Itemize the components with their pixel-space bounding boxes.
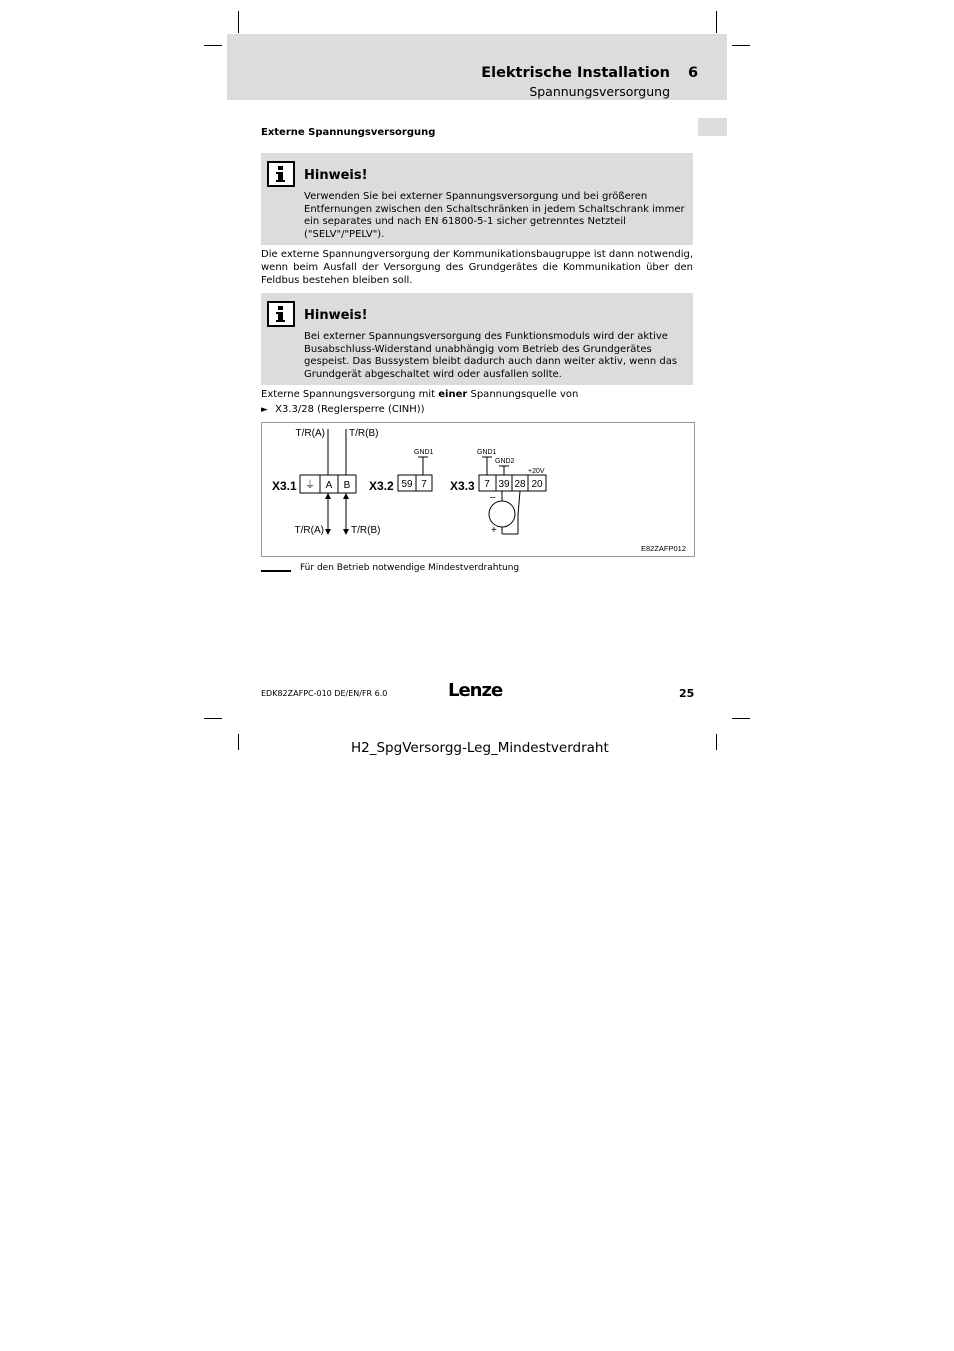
crop-mark (732, 45, 750, 46)
note-box (261, 153, 693, 245)
minus-sign: – (490, 492, 496, 503)
info-icon (267, 161, 295, 187)
crop-mark (732, 718, 750, 719)
lenze-logo: Lenze (448, 680, 503, 701)
voltage-source-symbol (489, 501, 515, 527)
x31-terminal: A (325, 480, 333, 491)
x33-terminal: 20 (531, 479, 543, 490)
x31-terminal: B (343, 480, 351, 491)
x33-terminal: 7 (484, 479, 490, 490)
crop-mark (204, 718, 222, 719)
crop-mark (716, 11, 717, 33)
x32-label: X3.2 (369, 479, 394, 493)
note-box (261, 293, 693, 385)
x31-label: X3.1 (272, 479, 297, 493)
x32-terminal: 59 (401, 479, 413, 490)
info-icon (267, 301, 295, 327)
chapter-tab (698, 118, 727, 136)
note-text: Verwenden Sie bei externer Spannungsversorgung und bei größeren Entfernungen zwischen den Schaltschränken in jedem Schaltschrank immer ein separates und nach EN 61800-5-1 sicher getrenntes Netzteil ("SELV"/"PELV"). (304, 191, 685, 240)
bullet-text: X3.3/28 (Reglersperre (CINH)) (275, 404, 425, 415)
bullet-marker: ► (261, 405, 268, 415)
note-heading: Hinweis! (304, 308, 368, 323)
x33-gnd2-label: GND2 (495, 458, 515, 465)
bullet-item (261, 403, 693, 417)
legend-line (261, 570, 291, 572)
x33-gnd1-label: GND1 (477, 449, 497, 456)
file-label: H2_SpgVersorgg-Leg_Mindestverdraht (351, 740, 609, 756)
plus-sign: + (491, 525, 497, 536)
chapter-subtitle: Spannungsversorgung (529, 84, 670, 99)
x33-20v-label: +20V (528, 468, 545, 475)
bus-label-bottom-b: T/R(B) (351, 525, 381, 536)
paragraph: Die externe Spannungversorgung der Kommunikationsbaugruppe ist dann notwendig, wenn beim Ausfall der Versorgung des Grundgerätes die Kommunikation über den Feldbus bestehen bleiben soll. (261, 249, 693, 286)
crop-mark (716, 734, 717, 750)
page-number: 25 (679, 687, 695, 700)
x33-terminal: 39 (498, 479, 510, 490)
x33-label: X3.3 (450, 479, 475, 493)
x31-terminal: ⏚ (305, 480, 315, 491)
paragraph-text: Spannungsquelle von (467, 389, 579, 400)
x32-terminal: 7 (421, 479, 427, 490)
bus-label-top-a: T/R(A) (295, 428, 325, 439)
paragraph-text: Externe Spannungsversorgung mit (261, 389, 439, 400)
chapter-title: Elektrische Installation (481, 65, 670, 81)
crop-mark (238, 11, 239, 33)
chapter-number: 6 (688, 65, 699, 81)
bus-label-bottom-a: T/R(A) (294, 525, 324, 536)
x32-gnd-label: GND1 (414, 449, 434, 456)
x33-terminal: 28 (514, 479, 526, 490)
figure-id: E82ZAFP012 (640, 544, 686, 553)
crop-mark (238, 734, 239, 750)
paragraph-emphasis: einer (438, 389, 468, 400)
section-heading: Externe Spannungsversorgung (261, 127, 436, 138)
document-id: EDK82ZAFPC-010 DE/EN/FR 6.0 (261, 689, 388, 698)
note-text: Bei externer Spannungsversorgung des Funktionsmoduls wird der aktive Busabschluss-Widerstand unabhängig vom Betrieb des Grundgerätes gespeist. Das Bussystem bleibt dadurch auch dann weiter aktiv, wenn das Grundgerät abgeschaltet wird oder ausfallen sollte. (304, 331, 678, 380)
note-heading: Hinweis! (304, 168, 368, 183)
paragraph (261, 388, 693, 401)
wiring-diagram (261, 422, 695, 557)
legend-text: Für den Betrieb notwendige Mindestverdrahtung (300, 563, 520, 573)
bus-label-top-b: T/R(B) (349, 428, 379, 439)
crop-mark (204, 45, 222, 46)
